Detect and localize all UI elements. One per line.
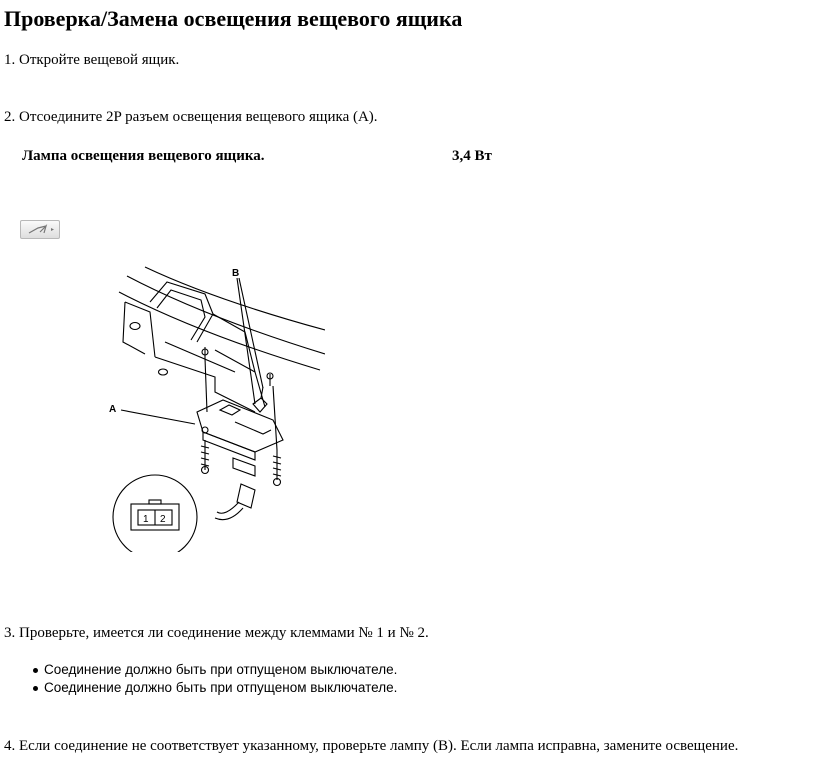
step-4: 4. Если соединение не соответствует указанному, проверьте лампу (B). Если лампа исправна, замените освещение. [4,738,739,754]
bullet-list [30,661,397,697]
bullet-item: Соединение должно быть при отпущеном выключателе. [30,679,397,697]
callout-a: A [109,404,117,415]
step-1: 1. Откройте вещевой ящик. [4,52,180,68]
terminal-1-label: 1 [143,514,149,525]
spec-value: 3,4 Вт [452,148,492,164]
page-title: Проверка/Замена освещения вещевого ящика [4,6,463,31]
terminal-2-label: 2 [160,514,166,525]
step-3: 3. Проверьте, имеется ли соединение между клеммами № 1 и № 2. [4,625,429,641]
step-2: 2. Отсоедините 2P разъем освещения вещевого ящика (A). [4,109,378,125]
spec-label: Лампа освещения вещевого ящика. [22,148,265,164]
glove-box-light-diagram [105,262,325,552]
bullet-item: Соединение должно быть при отпущеном выключателе. [30,661,397,679]
callout-b: B [232,268,240,279]
tool-button[interactable] [20,220,60,239]
tool-icon [21,221,59,238]
